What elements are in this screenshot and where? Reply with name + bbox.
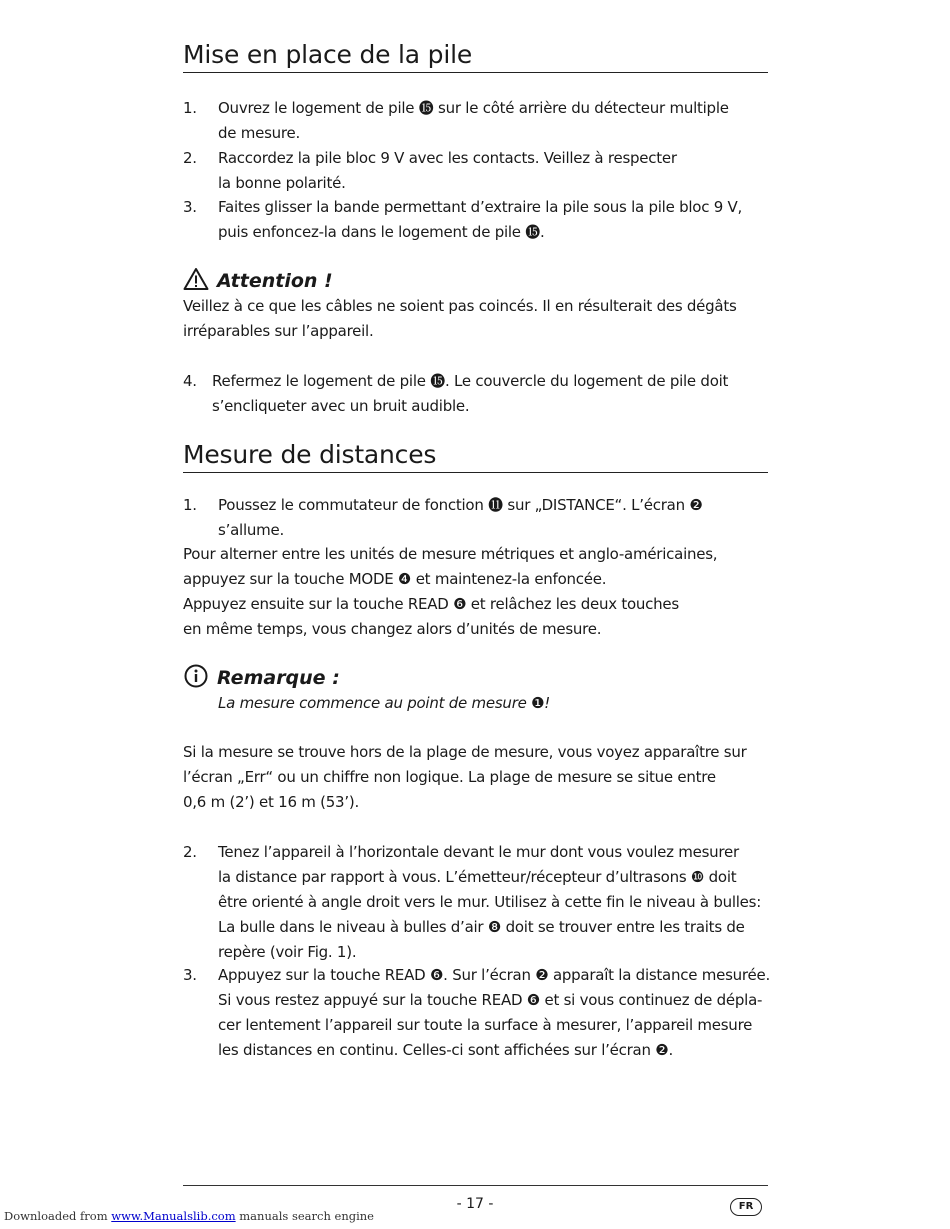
- step-number: 2.: [183, 843, 197, 861]
- step-line: repère (voir Fig. 1).: [218, 943, 357, 961]
- step-number: 1.: [183, 496, 197, 514]
- text-line: Appuyez ensuite sur la touche READ ❻ et relâchez les deux touches: [183, 595, 679, 613]
- text-line: 0,6 m (2’) et 16 m (53’).: [183, 793, 359, 811]
- text-line: en même temps, vous changez alors d’unités de mesure.: [183, 620, 602, 638]
- download-suffix: manuals search engine: [239, 1209, 374, 1223]
- step-number: 1.: [183, 99, 197, 117]
- step-line: Tenez l’appareil à l’horizontale devant le mur dont vous voulez mesurer: [218, 843, 739, 861]
- step-number: 4.: [183, 372, 197, 390]
- attention-heading: [183, 267, 333, 294]
- remark-text: La mesure commence au point de mesure ❶!: [218, 694, 551, 712]
- step-line: la bonne polarité.: [218, 174, 346, 192]
- step-line: Refermez le logement de pile ⓯. Le couvercle du logement de pile doit: [212, 372, 729, 390]
- download-prefix: Downloaded from: [4, 1209, 108, 1223]
- step-line: Raccordez la pile bloc 9 V avec les contacts. Veillez à respecter: [218, 149, 677, 167]
- section-title-battery: Mise en place de la pile: [183, 38, 768, 73]
- text-line: irréparables sur l’appareil.: [183, 322, 374, 340]
- step-line: puis enfoncez-la dans le logement de pile ⓯.: [218, 223, 545, 241]
- step-line: La bulle dans le niveau à bulles d’air ❽ doit se trouver entre les traits de: [218, 918, 745, 936]
- step-line: les distances en continu. Celles-ci sont affichées sur l’écran ❷.: [218, 1041, 673, 1059]
- manualslib-link[interactable]: www.Manualslib.com: [111, 1209, 236, 1223]
- step-line: Si vous restez appuyé sur la touche READ ❻ et si vous continuez de dépla-: [218, 991, 763, 1009]
- text-line: Pour alterner entre les unités de mesure métriques et anglo-américaines,: [183, 545, 718, 563]
- remark-heading: [183, 664, 340, 691]
- text-line: Si la mesure se trouve hors de la plage de mesure, vous voyez apparaître sur: [183, 743, 747, 761]
- footer-divider: [183, 1185, 768, 1186]
- warning-triangle-icon: [183, 267, 209, 291]
- step-number: 3.: [183, 198, 197, 216]
- paragraph-range: [183, 740, 773, 815]
- step-number: 3.: [183, 966, 197, 984]
- attention-text: [183, 294, 773, 344]
- step-line: cer lentement l’appareil sur toute la surface à mesurer, l’appareil mesure: [218, 1016, 753, 1034]
- attention-title: Attention !: [217, 270, 333, 292]
- text-line: appuyez sur la touche MODE ❹ et maintenez-la enfoncée.: [183, 570, 607, 588]
- download-notice: [4, 1209, 374, 1223]
- step-line: Appuyez sur la touche READ ❻. Sur l’écran ❷ apparaît la distance mesurée.: [218, 966, 770, 984]
- info-circle-icon: [183, 664, 209, 688]
- paragraph-units: [183, 542, 773, 642]
- step-line: Faites glisser la bande permettant d’extraire la pile sous la pile bloc 9 V,: [218, 198, 743, 216]
- language-badge: FR: [730, 1198, 762, 1216]
- step-line: de mesure.: [218, 124, 301, 142]
- page-number: - 17 -: [456, 1196, 494, 1212]
- section-title-distance: Mesure de distances: [183, 438, 768, 473]
- remark-title: Remarque :: [217, 667, 340, 689]
- step-number: 2.: [183, 149, 197, 167]
- step-line: Ouvrez le logement de pile ⓯ sur le côté arrière du détecteur multiple: [218, 99, 729, 117]
- text-line: l’écran „Err“ ou un chiffre non logique. La plage de mesure se situe entre: [183, 768, 716, 786]
- step-line: la distance par rapport à vous. L’émetteur/récepteur d’ultrasons ❿ doit: [218, 868, 737, 886]
- step-line: s’encliqueter avec un bruit audible.: [212, 397, 470, 415]
- step-line: être orienté à angle droit vers le mur. Utilisez à cette fin le niveau à bulles:: [218, 893, 762, 911]
- step-line: Poussez le commutateur de fonction ⓫ sur „DISTANCE“. L’écran ❷ s’allume.: [218, 496, 703, 539]
- text-line: Veillez à ce que les câbles ne soient pas coincés. Il en résulterait des dégâts: [183, 297, 737, 315]
